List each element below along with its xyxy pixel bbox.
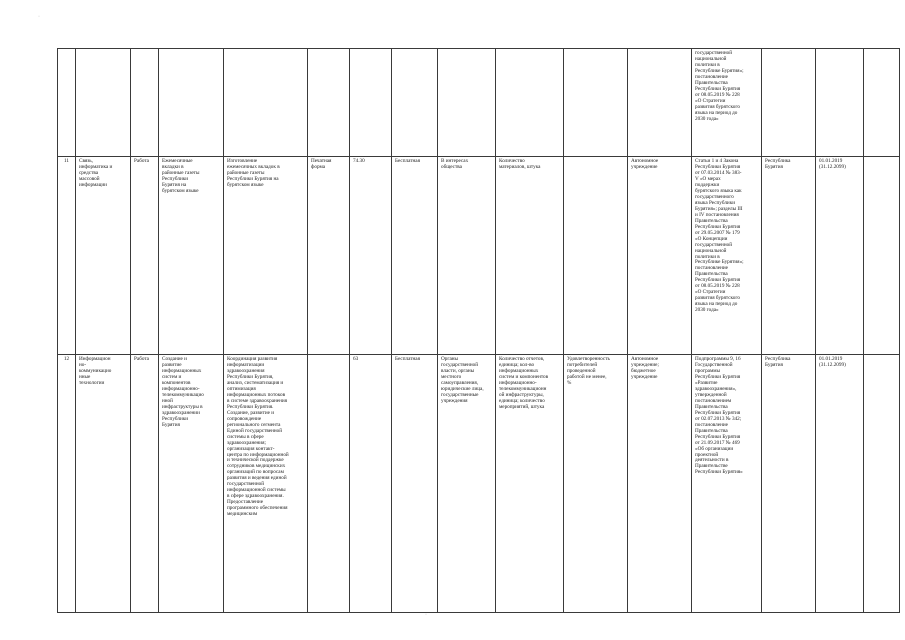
cell-extra xyxy=(864,157,900,355)
cell-owner: Республика Бурятия xyxy=(762,157,816,355)
cell-no: 11 xyxy=(58,157,76,355)
services-table xyxy=(57,48,900,613)
cell-name: Ежемесячные вкладки в районные газеты Республики Бурятия на бурятском языке xyxy=(159,157,224,355)
cell-dates: 01.01.2019 (31.12.2099) xyxy=(816,355,864,613)
cell-legal: Подпрограммы 9, 16 Государственной программы Республики Бурятия «Развитие здравоохранения», утвержденной постановлением Правительства Республики Бурятия от 02.07.2013 № 342; постановление Правительства Республики Бурятия от 21.09.2017 № 469 «Об организации проектной деятельности в Правительстве Республики Бурятия» xyxy=(692,355,762,613)
cell-institution xyxy=(628,49,692,157)
cell-consumers: В интересах общества xyxy=(438,157,496,355)
scan-mark: · xyxy=(425,612,427,618)
cell-pay: Бесплатная xyxy=(392,355,438,613)
cell-institution: Автономное учреждение xyxy=(628,157,692,355)
cell-type xyxy=(131,49,159,157)
cell-dates: 01.01.2019 (31.12.2099) xyxy=(816,157,864,355)
cell-content xyxy=(224,49,308,157)
cell-dates xyxy=(816,49,864,157)
table-row xyxy=(58,49,900,157)
cell-no: 12 xyxy=(58,355,76,613)
cell-name: Создание и развитие информационных систем и компонентов информационно- телекоммуникацио нной инфраструктуры в здравоохранении Республики Бурятия xyxy=(159,355,224,613)
table-row xyxy=(58,157,900,355)
cell-type: Работа xyxy=(131,157,159,355)
cell-name xyxy=(159,49,224,157)
cell-okved xyxy=(350,49,392,157)
cell-pay: Бесплатная xyxy=(392,157,438,355)
cell-extra xyxy=(864,355,900,613)
cell-form xyxy=(308,49,350,157)
cell-type: Работа xyxy=(131,355,159,613)
cell-okved: 63 xyxy=(350,355,392,613)
cell-sphere xyxy=(76,49,131,157)
cell-form: Печатная форма xyxy=(308,157,350,355)
cell-form xyxy=(308,355,350,613)
cell-volume: Количество отчетов, единица; кол-во информационных систем и компонентов информационно- телекоммуникационн ой инфраструктуры, единица; количество мероприятий, штука xyxy=(496,355,564,613)
cell-owner xyxy=(762,49,816,157)
cell-consumers: Органы государственной власти, органы местного самоуправления, юридические лица, государственные учреждения xyxy=(438,355,496,613)
cell-owner: Республика Бурятия xyxy=(762,355,816,613)
scan-mark: · xyxy=(38,14,40,20)
cell-sphere: Информацион но- коммуникацио нные технологии xyxy=(76,355,131,613)
cell-quality xyxy=(564,157,628,355)
cell-legal: Статьи 1 и 4 Закона Республики Бурятия от 07.03.2014 № 383- V «О мерах поддержки бурятского языка как государственного языка Республики Бурятия»; разделы III и IV постановления Правительства Республики Бурятия от 29.05.2007 № 179 «О Концепции государственной национальной политики в Республике Бурятия»; постановление Правительства Республики Бурятия от 08.05.2019 № 228 «О Стратегии развития бурятского языка на период до 2030 года» xyxy=(692,157,762,355)
cell-okved: 74.30 xyxy=(350,157,392,355)
cell-extra xyxy=(864,49,900,157)
cell-content: Координация развития информатизации здравоохранения Республики Бурятия, анализ, систематизация и оптимизация информационных потоков в системе здравоохранения Республики Бурятия. Создание, развитие и сопровождение регионального сегмента Единой государственной системы в сфере здравоохранения; организация контакт- центра по информационной и технической поддержке сотрудников медицинских организаций по вопросам развития и ведения единой государственной информационной системы в сфере здравоохранения. Предоставление программного обеспечения медицинским xyxy=(224,355,308,613)
cell-pay xyxy=(392,49,438,157)
cell-sphere: Связь, информатика и средства массовой информации xyxy=(76,157,131,355)
cell-content: Изготовление ежемесячных вкладок в районные газеты Республики Бурятия на бурятском языке xyxy=(224,157,308,355)
cell-quality: Удовлетворенность потребителей проведенной работой не менее, % xyxy=(564,355,628,613)
table-row xyxy=(58,355,900,613)
cell-volume xyxy=(496,49,564,157)
cell-quality xyxy=(564,49,628,157)
cell-institution: Автономное учреждение; бюджетное учреждение xyxy=(628,355,692,613)
cell-consumers xyxy=(438,49,496,157)
cell-legal: государственной национальной политики в Республике Бурятия»; постановление Правительства Республики Бурятия от 08.05.2019 № 228 «О Стратегии развития бурятского языка на период до 2030 года» xyxy=(692,49,762,157)
cell-volume: Количество материалов, штука xyxy=(496,157,564,355)
cell-no xyxy=(58,49,76,157)
